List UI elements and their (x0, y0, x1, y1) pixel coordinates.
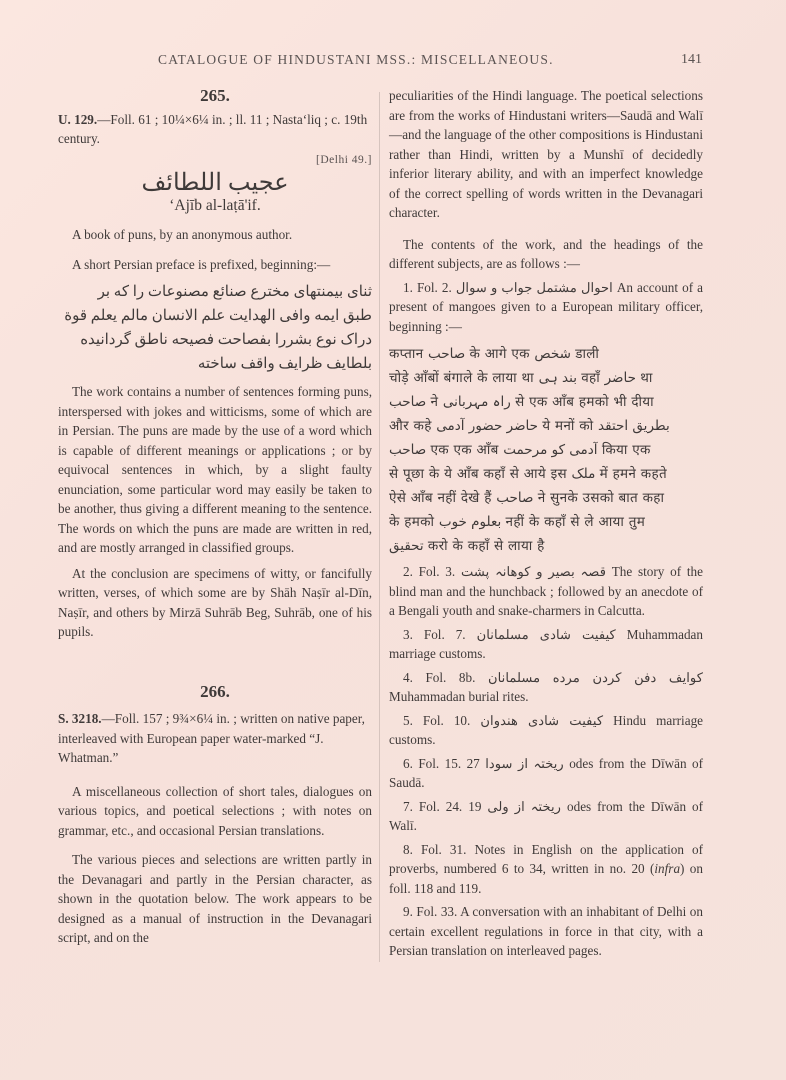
column-divider (379, 92, 380, 962)
quotation-line: के हमको بعلوم خوب नहीं के कहाँ से ले आया तुम (389, 514, 646, 530)
item-text: ) on foll. 118 and 119. (389, 861, 703, 896)
quotation-line: دراک نوع بشررا بفصاحت فصیحه ناطق گردانیده (80, 332, 372, 348)
shelfmark-details: —Foll. 61 ; 10¼×6¼ in. ; ll. 11 ; Nasta‘liq ; c. 19th century. (58, 111, 368, 146)
quotation-line: صاحب एक एक आँब آدمی کو مرحمت किया एक (389, 442, 651, 458)
persian-quotation (58, 280, 372, 376)
description-paragraph: At the conclusion are specimens of witty, or fancifully written, verses, of which some are by Shāh Naṣīr al-Dīn, Naṣīr, and others by Mirzā Suhrāb Beg, Suhrāb, one of his pupils. (58, 565, 372, 639)
description-paragraph: peculiarities of the Hindi language. The poetical selections are from the works of Hindustani writers—Saudā and Walī—and the language of the other compositions is Hindustani rather than Hindi, written by a Munshī of decidedly inferior literary ability, and with an imperfect knowledge of the correct spelling of words written in the Devanagari character. (389, 88, 703, 220)
contents-item: 6. Fol. 15. ریختہ از سودا 27 odes from the Dīwān of Saudā. (389, 755, 704, 790)
title-transliteration: ‘Ajīb al-laṭā'if. (169, 196, 261, 214)
persian-title: عجیب اللطائف (141, 170, 289, 196)
quotation-line: طبق ایمه وافی الهدایت علم الانسان مالم یعلم قوة (64, 308, 372, 324)
quotation-line: ऐसे आँब नहीं देखे हैं صاحب ने सुनके उसको बात कहा (389, 490, 665, 506)
quotation-line: और कहे حاضر حضور آدمی ये मनों को بطریق احتقد (389, 418, 670, 434)
contents-item: 5. Fol. 10. کیفیت شادی هندوان Hindu marriage customs. (389, 712, 704, 747)
quotation-line: ثنای بیمنتهای مخترع صنائع مصنوعات را که بر (97, 284, 372, 300)
quotation-line: صاحب ने راہ مہربانی से एक आँब हमको भी दीया (389, 394, 654, 410)
entry-number: 266. (200, 681, 230, 701)
contents-item: 4. Fol. 8b. کوایف دفن کردن مرده مسلمانان Muhammadan burial rites. (389, 669, 704, 704)
contents-item: 3. Fol. 7. کیفیت شادی مسلمانان Muhammadan marriage customs. (389, 626, 703, 661)
description-paragraph: A book of puns, by an anonymous author. (72, 227, 293, 242)
item-text-italic: infra (654, 861, 681, 876)
quotation-line: تحقیق करो के कहाँ से लाया है (389, 538, 545, 554)
page-number: 141 (681, 52, 702, 67)
contents-item: 7. Fol. 24. ریختہ از ولی 19 odes from the Dīwān of Walī. (389, 798, 704, 833)
contents-item: 1. Fol. 2. احوال مشتمل جواب و سوال An account of a present of mangoes given to a European military officer, beginning :— (389, 279, 703, 334)
shelfmark: S. 3218. (58, 711, 102, 726)
description-paragraph: The contents of the work, and the headings of the different subjects, are as follows :— (389, 236, 703, 271)
shelfmark-details: —Foll. 157 ; 9¾×6¼ in. ; written on native paper, interleaved with European paper water-marked “J. Whatman.” (58, 711, 365, 765)
quotation-line: कप्तान صاحب के आगे एक شخص डाली (389, 346, 600, 362)
quotation-line: بلطایف ظرایف واقف ساخته (197, 356, 372, 372)
shelfmark-description (58, 709, 372, 768)
page-header (0, 52, 786, 72)
right-column (389, 86, 703, 961)
item-text: 8. Fol. 31. Notes in English on the application of proverbs, numbered 6 to 34, written in no. 20 ( (389, 841, 703, 876)
entry-number: 265. (200, 86, 230, 105)
description-paragraph: A short Persian preface is prefixed, beginning:— (72, 256, 331, 272)
description-paragraph: The work contains a number of sentences forming puns, interspersed with jokes and witticisms, some of which are in Persian. The puns are made by the use of a word which is capable of different meanings or applications ; or by equivocal sentences in which, by a slight faulty enunciation, some particular word may easily be taken to be another, thus giving a different meaning to the sentence. The words on which the puns are made are written in red, and are mostly arranged in classified groups. (58, 384, 372, 555)
running-title: CATALOGUE OF HINDUSTANI MSS.: MISCELLANEOUS. (158, 52, 554, 67)
quotation-line: से पूछा के ये आँब कहाँ से आये इस ملک में हमने कहते (389, 466, 667, 482)
source-reference: [Delhi 49.] (316, 153, 372, 166)
devanagari-quotation (389, 342, 703, 558)
shelfmark-description (58, 110, 372, 149)
description-paragraph: The various pieces and selections are written partly in the Devanagari and partly in the Persian character, as shown in the quotation below. The work appears to be designed as a manual of instruction in the Devanagari script, and on the (58, 852, 372, 945)
quotation-line: चोड़े आँबों बंगाले के लाया था بند ہی वहाँ حاضر था (389, 370, 653, 386)
left-column (58, 86, 372, 948)
shelfmark: U. 129. (58, 111, 98, 127)
description-paragraph: A miscellaneous collection of short tales, dialogues on various topics, and poetical selections ; with notes on grammar, etc., and occasional Persian translations. (58, 783, 372, 838)
contents-item: 9. Fol. 33. A conversation with an inhabitant of Delhi on certain excellent regulations in force in that city, with a Persian translation on interleaved pages. (389, 904, 703, 958)
contents-item (389, 840, 703, 899)
contents-item: 2. Fol. 3. قصہ بصیر و کوهانہ پشت The story of the blind man and the hunchback ; followed by an anecdote of a Bengali youth and snake-charmers in Calcutta. (389, 564, 703, 618)
